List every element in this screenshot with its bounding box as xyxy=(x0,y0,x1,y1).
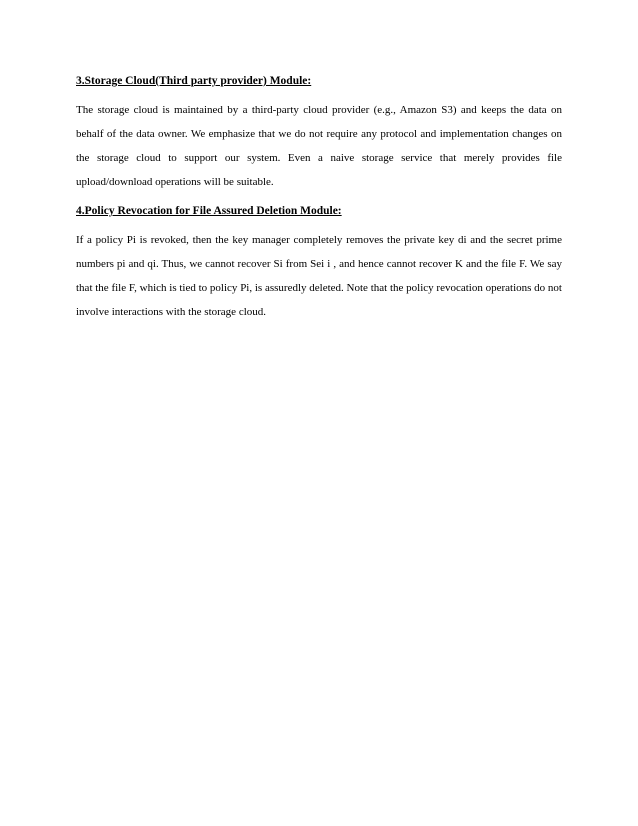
section-paragraph: If a policy Pi is revoked, then the key manager completely removes the private key di and the secret prime numbers pi and qi. Thus, we cannot recover Si from Sei i , and hence cannot recover K and the file F. We say that the file F, which is tied to policy Pi, is assuredly deleted. Note that the policy revocation operations do not involve interactions with the storage cloud. xyxy=(76,234,562,318)
section-heading: 4.Policy Revocation for File Assured Deletion Module: xyxy=(76,205,342,217)
section-policy-revocation-module xyxy=(76,202,562,324)
section-paragraph: The storage cloud is maintained by a third-party cloud provider (e.g., Amazon S3) and keeps the data on behalf of the data owner. We emphasize that we do not require any protocol and implementation changes on the storage cloud to support our system. Even a naive storage service that merely provides file upload/download operations will be suitable. xyxy=(76,104,562,188)
document-content xyxy=(76,72,562,324)
section-storage-cloud-module xyxy=(76,72,562,194)
section-heading: 3.Storage Cloud(Third party provider) Module: xyxy=(76,75,312,87)
